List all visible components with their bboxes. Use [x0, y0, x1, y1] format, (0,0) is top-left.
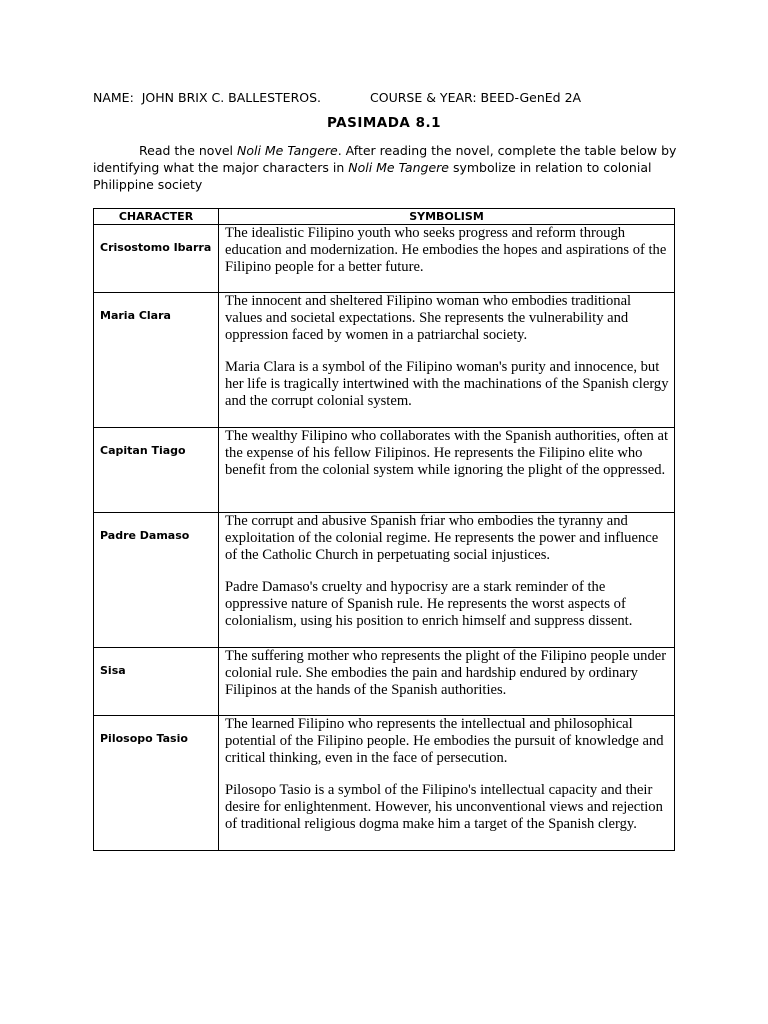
character-name: Pilosopo Tasio — [94, 716, 219, 851]
character-name: Maria Clara — [94, 293, 219, 428]
name-value: JOHN BRIX C. BALLESTEROS. — [141, 90, 322, 105]
document-title: PASIMADA 8.1 — [327, 115, 441, 131]
table-row-padre-damaso — [94, 513, 675, 648]
course-label: COURSE & YEAR: — [370, 90, 477, 105]
symbolism-cell — [219, 513, 675, 648]
table-row-capitan-tiago — [94, 428, 675, 513]
novel-title-1: Noli Me Tangere — [236, 143, 338, 158]
table-row-pilosopo-tasio — [94, 716, 675, 851]
instructions-part-3: symbolize in relation to colonial Philippine society — [93, 160, 652, 192]
symbolism-paragraph: The idealistic Filipino youth who seeks progress and reform through education and modernization. He embodies the hopes and aspirations of the Filipino people for a better future. — [225, 225, 667, 275]
character-name: Sisa — [94, 648, 219, 716]
table-row-sisa — [94, 648, 675, 716]
instructions-part-1: Read the novel — [139, 143, 237, 158]
course-field — [370, 90, 581, 106]
symbolism-cell — [219, 293, 675, 428]
symbolism-paragraph: Maria Clara is a symbol of the Filipino woman's purity and innocence, but her life is tragically intertwined with the machinations of the Spanish clergy and the corrupt colonial system. — [225, 359, 669, 409]
character-name: Padre Damaso — [94, 513, 219, 648]
novel-title-2: Noli Me Tangere — [348, 160, 449, 175]
symbolism-paragraph: The suffering mother who represents the plight of the Filipino people under colonial rule. She embodies the pain and hardship endured by ordinary Filipinos at the hands of the Spanish authorities. — [225, 648, 667, 698]
character-name: Capitan Tiago — [94, 428, 219, 513]
name-field — [93, 90, 321, 105]
character-name: Crisostomo Ibarra — [94, 225, 219, 293]
symbolism-cell — [219, 648, 675, 716]
table-header-row — [94, 209, 675, 225]
symbolism-column-header: SYMBOLISM — [219, 209, 675, 225]
symbolism-paragraph: The wealthy Filipino who collaborates with the Spanish authorities, often at the expense of his fellow Filipinos. He represents the Filipino elite who benefit from the colonial system while ignoring the plight of the oppressed. — [225, 428, 668, 478]
symbolism-paragraph: Padre Damaso's cruelty and hypocrisy are a stark reminder of the oppressive nature of Spanish rule. He represents the worst aspects of colonialism, using his position to enrich himself and suppress dissent. — [225, 579, 633, 629]
instructions — [93, 142, 678, 193]
table-row-crisostomo-ibarra — [94, 225, 675, 293]
student-header — [93, 90, 693, 106]
course-value: BEED-GenEd 2A — [480, 90, 582, 105]
symbolism-paragraph: The innocent and sheltered Filipino woman who embodies traditional values and societal expectations. She represents the vulnerability and oppression faced by women in a patriarchal society. — [225, 293, 632, 343]
symbolism-cell — [219, 225, 675, 293]
table-row-maria-clara — [94, 293, 675, 428]
symbolism-paragraph: The corrupt and abusive Spanish friar who embodies the tyranny and exploitation of the colonial regime. He represents the power and influence of the Catholic Church in perpetuating social injustices. — [225, 513, 659, 563]
symbolism-paragraph: Pilosopo Tasio is a symbol of the Filipino's intellectual capacity and their desire for enlightenment. However, his unconventional views and rejection of traditional religious dogma make him a target of the Spanish clergy. — [225, 782, 663, 832]
symbolism-table — [93, 208, 675, 851]
symbolism-cell — [219, 428, 675, 513]
instructions-part-2: . After reading the novel, complete the table below by identifying what the major characters in — [93, 143, 677, 175]
symbolism-cell — [219, 716, 675, 851]
character-column-header: CHARACTER — [94, 209, 219, 225]
name-label: NAME: — [93, 90, 134, 105]
symbolism-paragraph: The learned Filipino who represents the intellectual and philosophical potential of the Filipino people. He embodies the pursuit of knowledge and critical thinking, even in the face of persecution. — [225, 716, 664, 766]
